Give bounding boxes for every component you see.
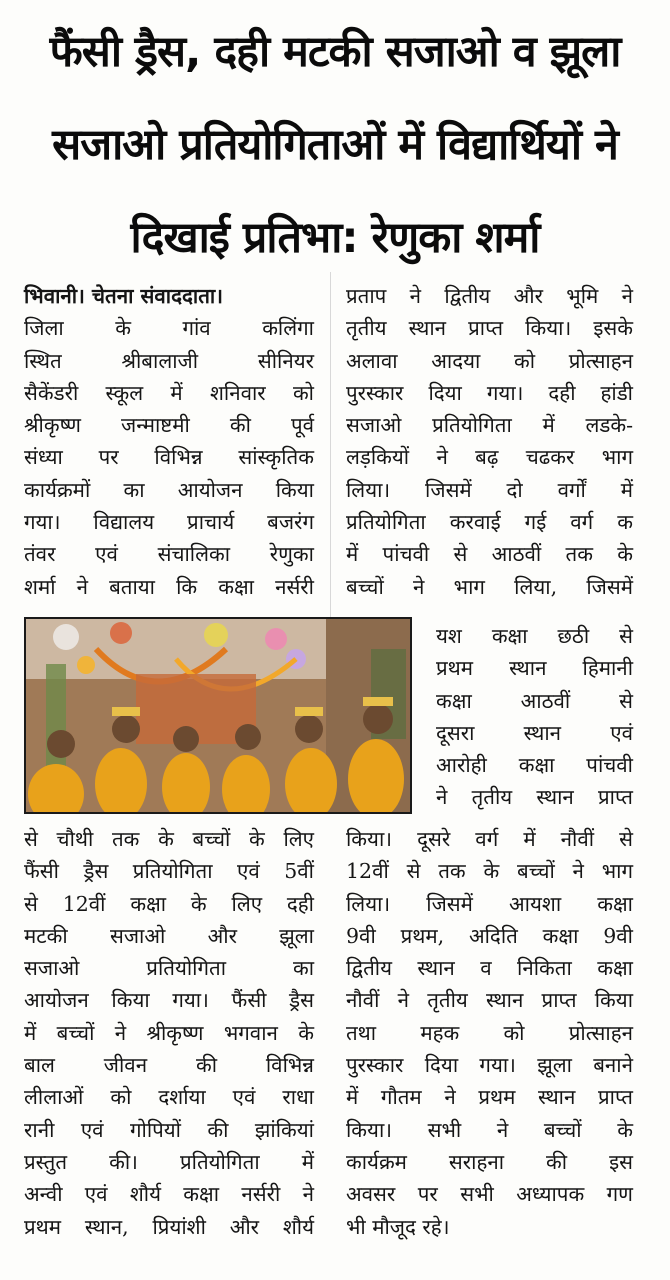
- article-line: में पांचवी से आठवीं तक के: [346, 542, 633, 567]
- article-line: लिया। जिसमें आयशा कक्षा: [346, 891, 633, 916]
- article-line: प्रथम स्थान, प्रियांशी और शौर्य: [24, 1214, 314, 1239]
- article-line: रानी एवं गोपियों की झांकियां: [24, 1117, 314, 1142]
- article-line: दूसरा स्थान एवं: [436, 720, 633, 745]
- article-line: गया। विद्यालय प्राचार्य बजरंग: [24, 510, 314, 535]
- article-line: शर्मा ने बताया कि कक्षा नर्सरी: [24, 574, 314, 599]
- article-line: किया। सभी ने बच्चों के: [346, 1117, 633, 1142]
- article-column-left-bottom: [24, 823, 314, 1243]
- article-line: तथा महक को प्रोत्साहन: [346, 1020, 633, 1045]
- article-line: भी मौजूद रहे।: [346, 1214, 450, 1239]
- article-line: सजाओ प्रतियोगिता का: [24, 956, 314, 981]
- article-line: नौवीं ने तृतीय स्थान प्राप्त किया: [346, 988, 633, 1013]
- article-line: अलावा आदया को प्रोत्साहन: [346, 348, 633, 373]
- article-line: तंवर एवं संचालिका रेणुका: [24, 542, 314, 567]
- article-line: प्रतियोगिता करवाई गई वर्ग क: [346, 510, 633, 535]
- article-line: यश कक्षा छठी से: [436, 624, 633, 648]
- article-line: 9वी प्रथम, अदिति कक्षा 9वी: [346, 923, 633, 948]
- article-line: प्रताप ने द्वितीय और भूमि ने: [346, 284, 633, 308]
- article-line: 12वीं से तक के बच्चों ने भाग: [346, 859, 633, 884]
- event-photo-children-costumes-icon: [26, 619, 410, 812]
- article-line: लिया। जिसमें दो वर्गों में: [346, 477, 633, 502]
- article-line: अन्वी एवं शौर्य कक्षा नर्सरी ने: [24, 1182, 314, 1207]
- left-bottom-lines: [24, 823, 314, 1243]
- article-line: आरोही कक्षा पांचवी: [436, 753, 633, 778]
- article-line: प्रथम स्थान हिमानी: [436, 656, 633, 681]
- article-column-left-top: [24, 280, 314, 603]
- article-line: लीलाओं को दर्शाया एवं राधा: [24, 1085, 314, 1110]
- article-line: में बच्चों ने श्रीकृष्ण भगवान के: [24, 1020, 314, 1045]
- article-line: बाल जीवन की विभिन्न: [24, 1053, 314, 1078]
- article-line: जिला के गांव कलिंगा: [24, 316, 314, 341]
- article-line: द्वितीय स्थान व निकिता कक्षा: [346, 956, 633, 981]
- article-column-right-mid: [436, 620, 633, 814]
- article-line: तृतीय स्थान प्राप्त किया। इसके: [346, 316, 633, 341]
- article-line: सजाओ प्रतियोगिता में लडके-: [346, 413, 633, 438]
- headline-line-1: फैंसी ड्रैस, दही मटकी सजाओ व झूला: [49, 27, 621, 77]
- right-mid-lines: [436, 620, 633, 814]
- article-line: कक्षा आठवीं से: [436, 688, 633, 713]
- event-photo: [24, 617, 412, 814]
- article-line: किया। दूसरे वर्ग में नौवीं से: [346, 827, 633, 851]
- article-line: ने तृतीय स्थान प्राप्त: [436, 785, 633, 810]
- article-line: से 12वीं कक्षा के लिए दही: [24, 891, 314, 916]
- headline: [14, 6, 656, 285]
- article-line: प्रस्तुत की। प्रतियोगिता में: [24, 1149, 314, 1174]
- article-line: अवसर पर सभी अध्यापक गण: [346, 1182, 633, 1207]
- article-column-right-top: [346, 280, 633, 603]
- right-top-lines: [346, 280, 633, 603]
- article-line: सैकेंडरी स्कूल में शनिवार को: [24, 380, 314, 405]
- headline-line-3: दिखाई प्रतिभा: रेणुका शर्मा: [130, 213, 540, 263]
- article-line: कार्यक्रमों का आयोजन किया: [24, 477, 314, 502]
- article-line: आयोजन किया गया। फैंसी ड्रैस: [24, 988, 314, 1013]
- left-top-lines: [24, 312, 314, 603]
- article-line: में गौतम ने प्रथम स्थान प्राप्त: [346, 1085, 633, 1110]
- article-line: पुरस्कार दिया गया। झूला बनाने: [346, 1053, 633, 1078]
- article-column-right-bottom: [346, 823, 633, 1243]
- article-line: मटकी सजाओ और झूला: [24, 923, 314, 948]
- article-line: श्रीकृष्ण जन्माष्टमी की पूर्व: [24, 413, 314, 438]
- article-dateline: भिवानी। चेतना संवाददाता।: [24, 284, 223, 308]
- article-line: से चौथी तक के बच्चों के लिए: [24, 827, 314, 851]
- article-line: पुरस्कार दिया गया। दही हांडी: [346, 380, 633, 405]
- headline-line-2: सजाओ प्रतियोगिताओं में विद्यार्थियों ने: [52, 120, 618, 170]
- article-line: स्थित श्रीबालाजी सीनियर: [24, 348, 314, 373]
- article-line: बच्चों ने भाग लिया, जिसमें: [346, 574, 633, 599]
- article-line: लड़कियों ने बढ़ चढकर भाग: [346, 445, 633, 470]
- article-line: कार्यक्रम सराहना की इस: [346, 1149, 633, 1174]
- article-line: फैंसी ड्रैस प्रतियोगिता एवं 5वीं: [24, 859, 314, 884]
- right-bottom-lines: [346, 823, 633, 1243]
- column-divider: [330, 272, 331, 617]
- article-line: संध्या पर विभिन्न सांस्कृतिक: [24, 445, 314, 470]
